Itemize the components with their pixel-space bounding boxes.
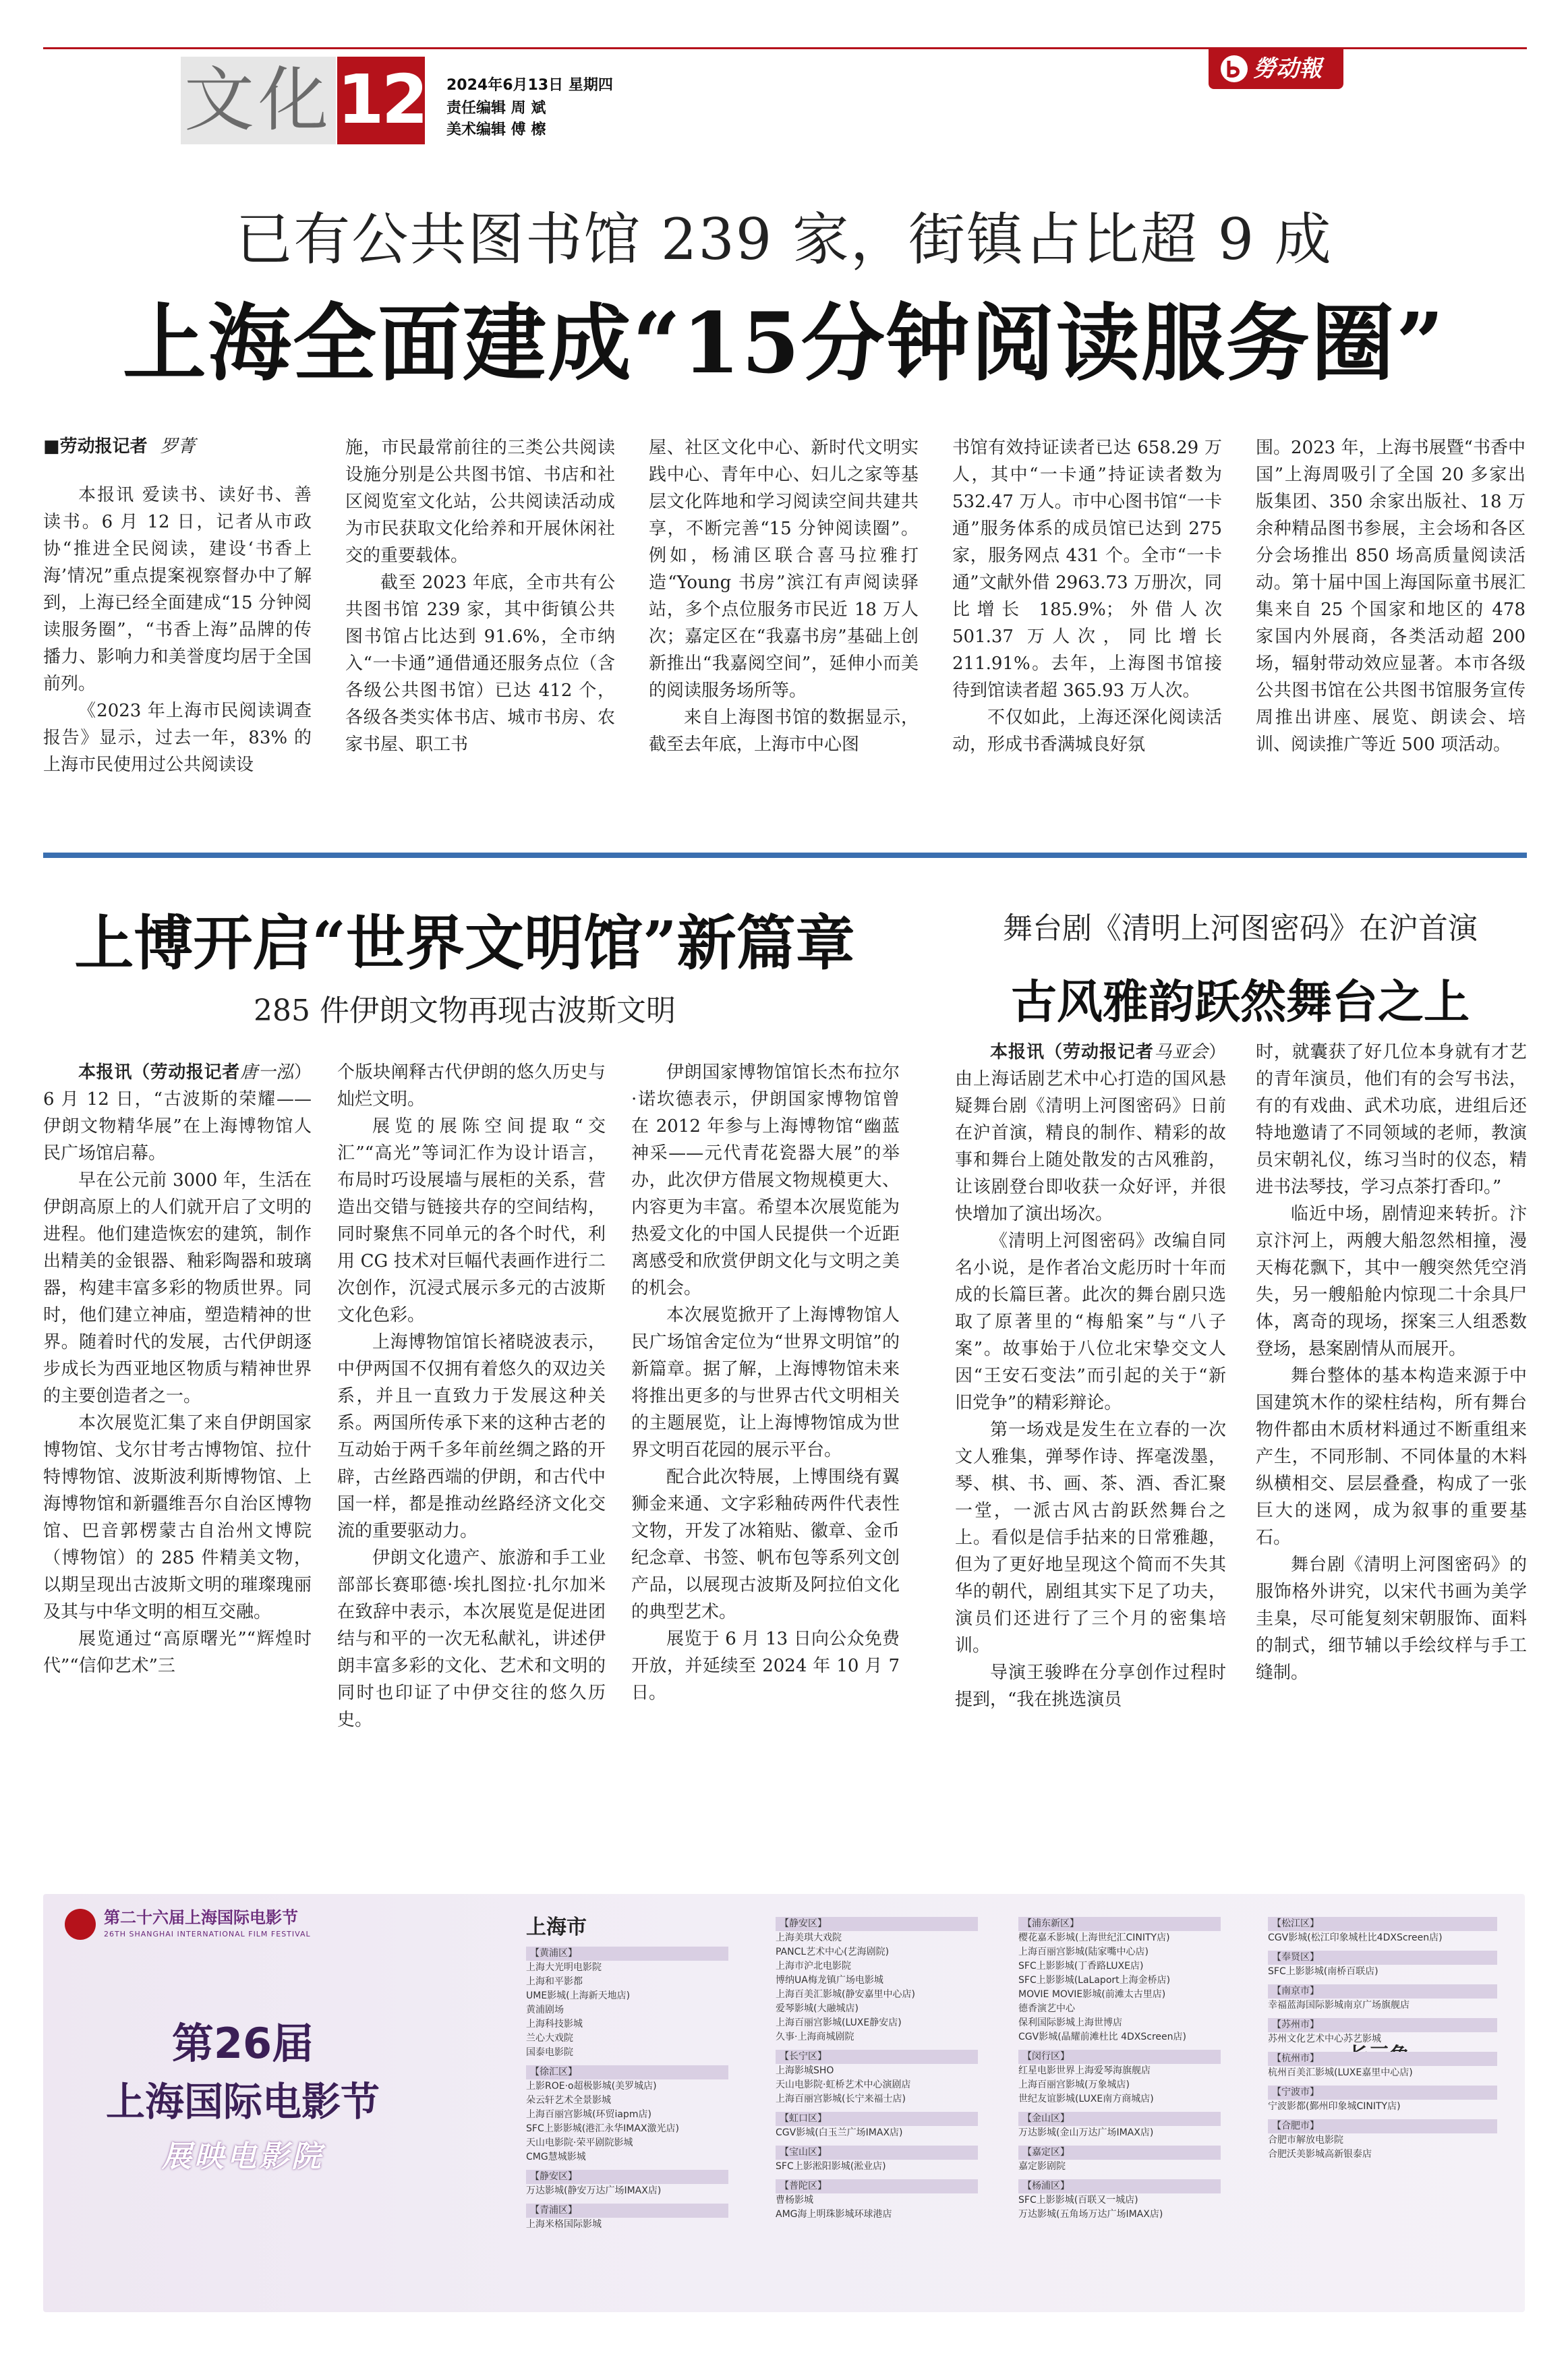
- cinema-item: 博纳UA梅龙镇广场电影城: [776, 1975, 883, 1986]
- issue-date: 2024年6月13日 星期四: [446, 77, 613, 94]
- cinema-item: 幸福蓝海国际影城南京广场旗舰店: [1268, 2000, 1410, 2011]
- story3-column-1: [955, 1039, 1226, 1713]
- cinema-district: 【杨浦区】: [1018, 2179, 1221, 2193]
- cinema-column-4: [1268, 1912, 1497, 2162]
- cinema-item: PANCL艺术中心(艺海剧院): [776, 1947, 890, 1957]
- shanghai-heading: 上海市: [526, 1916, 587, 1939]
- story1-column-2: [345, 434, 615, 758]
- festival-logo-en: 26TH SHANGHAI INTERNATIONAL FILM FESTIVAL: [104, 1930, 311, 1938]
- cinema-item: 德香演艺中心: [1018, 2003, 1075, 2014]
- cinema-district: 【松江区】: [1268, 1917, 1497, 1931]
- byline-name: 唐一泓: [239, 1062, 294, 1083]
- cinema-item: SFC上影淞阳影城(淞业店): [776, 2161, 886, 2172]
- cinema-item: 上海百丽宫影城(LUXE静安店): [776, 2017, 902, 2028]
- cinema-item: 爱琴影城(大融城店): [776, 2003, 859, 2014]
- cinema-district: 【虹口区】: [776, 2112, 978, 2126]
- cinema-district: 【杭州市】: [1268, 2052, 1497, 2066]
- story1-byline: [43, 434, 196, 459]
- cinema-item: UME影城(上海新天地店): [526, 1990, 631, 2001]
- byline-lead: 本报讯（劳动报记者: [78, 1062, 240, 1083]
- cinema-district: 【长宁区】: [776, 2050, 978, 2064]
- cinema-item: 上海百丽宫影城(万象城店): [1018, 2079, 1130, 2090]
- ad-title-1: 第26届: [171, 2019, 314, 2068]
- paragraph: 个版块阐释古代伊朗的悠久历史与灿烂文明。: [337, 1062, 606, 1110]
- cinema-item: SFC上影影城(南桥百联店): [1268, 1966, 1378, 1977]
- section-title: 文化: [183, 59, 332, 141]
- cinema-item: 上海和平影都: [526, 1976, 583, 1987]
- cinema-item: CGV影城(白玉兰广场IMAX店): [776, 2127, 903, 2138]
- story1-kicker: 已有公共图书馆 239 家，街镇占比超 9 成: [235, 206, 1333, 272]
- paragraph-text: ）由上海话剧艺术中心打造的国风悬疑舞台剧《清明上河图密码》日前在沪首演，精良的制作、精彩的故事和舞台上随处散发的古风雅韵，让该剧登台即收获一众好评，并很快增加了演出场次。: [955, 1042, 1226, 1224]
- paragraph: 施，市民最常前往的三类公共阅读设施分别是公共图书馆、书店和社区阅览室文化站，公共阅读活动成为市民获取文化给养和开展休闲社交的重要载体。: [345, 438, 615, 566]
- art-editor-line: 美术编辑 傅 檫: [446, 121, 546, 138]
- cinema-item: MOVIE MOVIE影城(前滩太古里店): [1018, 1989, 1166, 2000]
- cinema-column-1: [526, 1941, 728, 2232]
- paragraph: 本次展览掀开了上海博物馆人民广场馆舍定位为“世界文明馆”的新篇章。据了解，上海博物馆未来将推出更多的与世界古代文明相关的主题展览，让上海博物馆成为世界文明百花园的展示平台。: [631, 1305, 900, 1460]
- cinema-district: 【宝山区】: [776, 2146, 978, 2160]
- cinema-item: 上海美琪大戏院: [776, 1932, 842, 1943]
- cinema-item: 世纪友谊影城(LUXE南方商城店): [1018, 2094, 1154, 2104]
- paragraph: 书馆有效持证读者已达 658.29 万人，其中“一卡通”持证读者数为 532.47 万人。市中心图书馆“一卡通”服务体系的成员馆已达到 275 家，服务网点 431 个。全市“一卡通”文献外借 2963.73 万册次，同比增长 185.9%；外借人次 501.37 万人次，同比增长 211.91%。去年，上海图书馆接待到馆读者超 365.93 万人次。: [952, 438, 1222, 701]
- cinema-item: 朵云轩艺术全景影城: [526, 2095, 611, 2106]
- cinema-column-3: [1018, 1912, 1221, 2222]
- story2-subhead: 285 件伊朗文物再现古波斯文明: [254, 994, 676, 1028]
- cinema-item: 万达影城(金山万达广场IMAX店): [1018, 2127, 1154, 2138]
- cinema-item: 宁波影都(鄞州印象城CINITY店): [1268, 2101, 1401, 2112]
- paragraph: 《清明上河图密码》改编自同名小说，是作者冶文彪历时十年而成的长篇巨著。此次的舞台剧只选取了原著里的“梅船案”与“八子案”。故事始于八位北宋挚交文人因“王安石变法”而引起的关于“新旧党争”的精彩辩论。: [955, 1231, 1226, 1413]
- byline-label: ■劳动报记者: [43, 436, 148, 457]
- cinema-district: 【静安区】: [776, 1917, 978, 1931]
- cinema-item: 曹杨影城: [776, 2195, 813, 2206]
- cinema-item: SFC上影影城(丁香路LUXE店): [1018, 1961, 1144, 1972]
- paragraph: 《2023 年上海市民阅读调查报告》显示，过去一年，83% 的上海市民使用过公共阅读设: [43, 701, 312, 775]
- paragraph: 舞台整体的基本构造来源于中国建筑木作的梁柱结构，所有舞台物件都由木质材料通过不断重组来产生，不同形制、不同体量的木料纵横相交、层层叠叠，构成了一张巨大的迷网，成为叙事的重要基石。: [1256, 1366, 1527, 1548]
- story1-column-4: [952, 434, 1222, 758]
- cinema-district: 【青浦区】: [526, 2204, 728, 2218]
- cinema-district: 【合肥市】: [1268, 2119, 1497, 2133]
- paragraph: 不仅如此，上海还深化阅读活动，形成书香满城良好氛: [952, 708, 1222, 755]
- cinema-item: 上海影城SHO: [776, 2065, 834, 2076]
- paragraph: 展览通过“高原曙光”“辉煌时代”“信仰艺术”三: [43, 1629, 312, 1676]
- story3-kicker: 舞台剧《清明上河图密码》在沪首演: [1003, 911, 1478, 946]
- cinema-district: 【浦东新区】: [1018, 1917, 1221, 1931]
- festival-logo-icon: [65, 1909, 96, 1940]
- cinema-district: 【静安区】: [526, 2170, 728, 2184]
- paragraph: 导演王骏晔在分享创作过程时提到，“我在挑选演员: [955, 1663, 1226, 1710]
- byline-lead: 本报讯（劳动报记者: [990, 1042, 1154, 1062]
- story2-column-2: [337, 1059, 606, 1733]
- story1-column-5: [1256, 434, 1526, 758]
- cinema-item: 上海百丽宫影城(环贸iapm店): [526, 2109, 651, 2120]
- cinema-district: 【徐汇区】: [526, 2065, 728, 2079]
- paragraph: [43, 1059, 312, 1167]
- cinema-item: 万达影城(五角场万达广场IMAX店): [1018, 2209, 1163, 2220]
- cinema-item: 上海百丽宫影城(陆家嘴中心店): [1018, 1947, 1149, 1957]
- logo-mark-icon: [1221, 55, 1248, 82]
- cinema-item: CGV影城(松江印象城杜比4DXScreen店): [1268, 1932, 1443, 1943]
- cinema-district: 【苏州市】: [1268, 2018, 1497, 2032]
- paragraph: 临近中场，剧情迎来转折。汴京汴河上，两艘大船忽然相撞，漫天梅花飘下，其中一艘突然凭空消失，另一艘船舱内惊现二十余具尸体，离奇的现场，探案三人组悉数登场，悬案剧情从而展开。: [1256, 1204, 1527, 1359]
- paragraph: 来自上海图书馆的数据显示，截至去年底，上海市中心图: [649, 708, 919, 755]
- cinema-item: SFC上影影城(港汇永华IMAX激光店): [526, 2123, 680, 2134]
- festival-logo-cn: 第二十六届上海国际电影节: [104, 1908, 298, 1927]
- paragraph: 本次展览汇集了来自伊朗国家博物馆、戈尔甘考古博物馆、拉什特博物馆、波斯波利斯博物馆、上海博物馆和新疆维吾尔自治区博物馆、巴音郭楞蒙古自治州文博院（博物馆）的 285 件精美文物，以期呈现出古波斯文明的璀璨瑰丽及其与中华文明的相互交融。: [43, 1413, 312, 1622]
- paragraph: 本报讯 爱读书、读好书、善读书。6 月 12 日，记者从市政协“推进全民阅读，建设‘书香上海’情况”重点提案视察督办中了解到，上海已经全面建成“15 分钟阅读服务圈”，“书香上海”品牌的传播力、影响力和美誉度均居于全国前列。: [43, 485, 312, 694]
- cinema-item: AMG海上明珠影城环球港店: [776, 2209, 892, 2220]
- paragraph: 伊朗国家博物馆馆长杰布拉尔·诺坎德表示，伊朗国家博物馆曾在 2012 年参与上海博物馆“幽蓝神采——元代青花瓷器大展”的举办，此次伊方借展文物规模更大、内容更为丰富。希望本次展览能为热爱文化的中国人民提供一个近距离感受和欣赏伊朗文化与文明之美的机会。: [631, 1062, 900, 1298]
- festival-logo: [65, 1906, 415, 1947]
- byline-name: 马亚会: [1153, 1042, 1209, 1062]
- cinema-item: 上海米格国际影城: [526, 2219, 602, 2230]
- paragraph-text: ）6 月 12 日，“古波斯的荣耀——伊朗文物精华展”在上海博物馆人民广场馆启幕。: [43, 1062, 312, 1163]
- cinema-item: SFC上影影城(百联又一城店): [1018, 2195, 1138, 2206]
- cinema-item: CGV影城(晶耀前滩杜比 4DXScreen店): [1018, 2032, 1186, 2042]
- byline-name: 罗菁: [160, 436, 196, 457]
- paragraph: 上海博物馆馆长褚晓波表示，中伊两国不仅拥有着悠久的双边关系，并且一直致力于发展这种关系。两国所传承下来的这种古老的互动始于两千多年前丝绸之路的开辟，古丝路西端的伊朗，和古代中国一样，都是推动丝路经济文化交流的重要驱动力。: [337, 1332, 606, 1541]
- cinema-column-2: [776, 1912, 978, 2222]
- story1-column-1: [43, 482, 312, 778]
- cinema-item: 保利国际影城上海世博店: [1018, 2017, 1122, 2028]
- cinema-item: 苏州文化艺术中心苏艺影城: [1268, 2034, 1381, 2044]
- cinema-item: 国泰电影院: [526, 2047, 573, 2058]
- cinema-item: 久事·上海商城剧院: [776, 2032, 854, 2042]
- paragraph: 舞台剧《清明上河图密码》的服饰格外讲究，以宋代书画为美学圭臬，尽可能复刻宋朝服饰、面料的制式，细节辅以手绘纹样与手工缝制。: [1256, 1555, 1527, 1683]
- cinema-item: SFC上影影城(LaLaport上海金桥店): [1018, 1975, 1171, 1986]
- cinema-item: 合肥市解放电影院: [1268, 2135, 1343, 2146]
- story1-column-3: [649, 434, 919, 758]
- cinema-item: CMG慧城影城: [526, 2152, 586, 2162]
- story2-column-1: [43, 1059, 312, 1679]
- cinema-district: 【南京市】: [1268, 1984, 1497, 1999]
- paragraph: 伊朗文化遗产、旅游和手工业部部长赛耶德·埃扎图拉·扎尔加米在致辞中表示，本次展览是促进团结与和平的一次无私献礼，讲述伊朗丰富多彩的文化、艺术和文明的同时也印证了中伊交往的悠久历史。: [337, 1548, 606, 1730]
- cinema-item: 万达影城(静安万达广场IMAX店): [526, 2185, 662, 2196]
- paragraph: 早在公元前 3000 年，生活在伊朗高原上的人们就开启了文明的进程。他们建造恢宏的建筑，制作出精美的金银器、釉彩陶器和玻璃器，构建丰富多彩的物质世界。同时，他们建立神庙，塑造精神的世界。随着时代的发展，古代伊朗逐步成长为西亚地区物质与精神世界的主要创造者之一。: [43, 1170, 312, 1406]
- cinema-item: 天山电影院·荣平剧院影城: [526, 2137, 633, 2148]
- cinema-district: 【闵行区】: [1018, 2050, 1221, 2064]
- cinema-item: 上海百美汇影城(静安嘉里中心店): [776, 1989, 915, 2000]
- ad-title-3: 展映电影院: [162, 2139, 324, 2174]
- cinema-item: 上影ROE·o超极影城(美罗城店): [526, 2081, 657, 2092]
- cinema-item: 上海市沪北电影院: [776, 1961, 851, 1972]
- cinema-district: 【普陀区】: [776, 2179, 978, 2193]
- page-number: 12: [337, 60, 426, 139]
- editor-line: 责任编辑 周 斌: [446, 100, 546, 117]
- cinema-district: 【黄浦区】: [526, 1947, 728, 1961]
- cinema-item: 上海科技影城: [526, 2019, 583, 2030]
- cinema-item: 合肥沃美影城高新银泰店: [1268, 2149, 1372, 2160]
- paragraph: 围。2023 年，上海书展暨“书香中国”上海周吸引了全国 20 多家出版集团、350 余家出版社、18 万余种精品图书参展，主会场和各区分会场推出 850 场高质量阅读活动。第十届中国上海国际童书展汇集来自 25 个国家和地区的 478 家国内外展商，各类活动超 200 场，辐射带动效应显著。本市各级公共图书馆在公共图书馆服务宣传周推出讲座、展览、朗读会、培训、阅读推广等近 500 项活动。: [1256, 438, 1526, 755]
- top-rule-left: [43, 47, 1196, 49]
- cinema-item: 黄浦剧场: [526, 2005, 564, 2015]
- story3-column-2: [1256, 1039, 1527, 1686]
- paragraph: 第一场戏是发生在立春的一次文人雅集，弹琴作诗、挥毫泼墨，琴、棋、书、画、茶、酒、香汇聚一堂，一派古风古韵跃然舞台之上。看似是信手拈来的日常雅趣，但为了更好地呈现这个简而不失其华的朝代，剧组其实下足了功夫，演员们还进行了三个月的密集培训。: [955, 1420, 1226, 1656]
- cinema-item: 樱花嘉禾影城(上海世纪汇CINITY店): [1018, 1932, 1170, 1943]
- cinema-item: 天山电影院·虹桥艺术中心演剧店: [776, 2079, 911, 2090]
- cinema-item: 兰心大戏院: [526, 2033, 573, 2044]
- cinema-district: 【金山区】: [1018, 2112, 1221, 2126]
- cinema-district: 【奉贤区】: [1268, 1951, 1497, 1965]
- cinema-item: 上海百丽宫影城(长宁来福士店): [776, 2094, 906, 2104]
- story1-headline: 上海全面建成“15分钟阅读服务圈”: [122, 295, 1446, 393]
- paragraph: 展览的展陈空间提取“交汇”“高光”等词汇作为设计语言，布局时巧设展墙与展柜的关系，营造出交错与链接共存的空间结构，同时聚焦不同单元的各个时代，利用 CG 技术对巨幅代表画作进行二次创作，沉浸式展示多元的古波斯文化色彩。: [337, 1116, 606, 1325]
- paragraph: 配合此次特展，上博围绕有翼狮金来通、文字彩釉砖两件代表性文物，开发了冰箱贴、徽章、金币纪念章、书签、帆布包等系列文创产品，以展现古波斯及阿拉伯文化的典型艺术。: [631, 1467, 900, 1622]
- story2-headline: 上博开启“世界文明馆”新篇章: [74, 908, 855, 978]
- cinema-district: 【嘉定区】: [1018, 2146, 1221, 2160]
- story2-column-3: [631, 1059, 900, 1706]
- cinema-item: 上海大光明电影院: [526, 1962, 602, 1973]
- cinema-item: 嘉定影剧院: [1018, 2161, 1066, 2172]
- paragraph: 时，就囊获了好几位本身就有才艺的青年演员，他们有的会写书法，有的有戏曲、武术功底，进组后还特地邀请了不同领域的老师，教演员宋朝礼仪，练习当时的仪态，精进书法琴技，学习点茶打香印。”: [1256, 1042, 1527, 1197]
- cinema-item: 杭州百美汇影城(LUXE嘉里中心店): [1268, 2067, 1413, 2078]
- story3-headline: 古风雅韵跃然舞台之上: [1010, 975, 1470, 1029]
- cinema-item: 红星电影世界上海爱琴海旗舰店: [1018, 2065, 1151, 2076]
- paragraph: 屋、社区文化中心、新时代文明实践中心、青年中心、妇儿之家等基层文化阵地和学习阅读空间共建共享，不断完善“15 分钟阅读圈”。例如，杨浦区联合喜马拉雅打造“Young 书房”滨江有声阅读驿站，多个点位服务市民近 18 万人次；嘉定区在“我嘉书房”基础上创新推出“我嘉阅空间”，延伸小而美的阅读服务场所等。: [649, 438, 919, 701]
- paragraph: [955, 1039, 1226, 1228]
- ad-title-2: 上海国际电影节: [105, 2079, 380, 2125]
- paragraph: 展览于 6 月 13 日向公众免费开放，并延续至 2024 年 10 月 7 日。: [631, 1629, 900, 1703]
- section-divider: [43, 853, 1527, 858]
- cinema-district: 【宁波市】: [1268, 2086, 1497, 2100]
- newspaper-name: 勞动報: [1253, 55, 1322, 82]
- paragraph: 截至 2023 年底，全市共有公共图书馆 239 家，其中街镇公共图书馆占比达到 91.6%，全市纳入“一卡通”通借通还服务点位（含各级公共图书馆）已达 412 个，各级各类实体书店、城市书房、农家书屋、职工书: [345, 573, 615, 755]
